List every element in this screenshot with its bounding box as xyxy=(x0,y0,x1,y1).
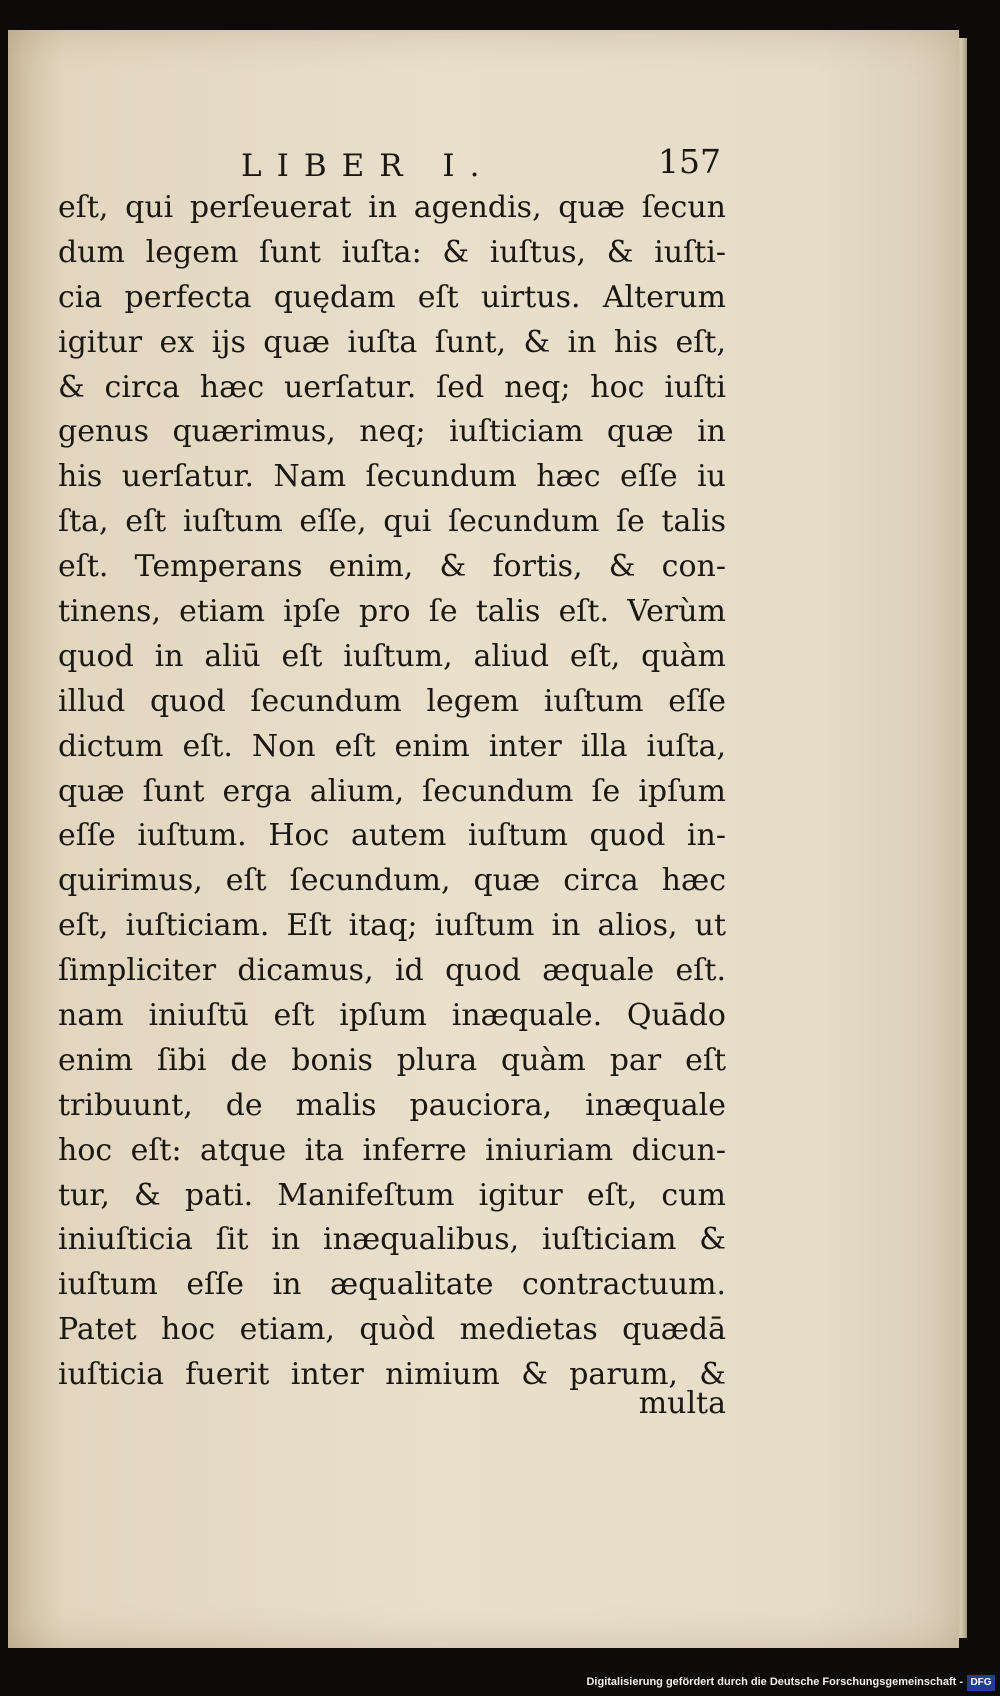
text-line: illud quod ſecundum legem iuſtum eſſe xyxy=(58,683,726,719)
running-title: LIBER I. xyxy=(241,148,495,184)
text-line: eſt. Temperans enim, & fortis, & con- xyxy=(58,549,726,585)
funding-credit: Digitalisierung gefördert durch die Deutsche Forschungsgemeinschaft - xyxy=(586,1676,963,1688)
text-line: enim ſibi de bonis plura quàm par eſt xyxy=(58,1042,726,1078)
text-line: genus quærimus, neq; iuſticiam quæ in xyxy=(58,414,726,450)
text-line: quirimus, eſt ſecundum, quæ circa hæc xyxy=(58,863,726,899)
text-line: tinens, etiam ipſe pro ſe talis eſt. Verùm xyxy=(58,594,726,630)
text-line: eſt, qui perſeuerat in agendis, quæ ſecun xyxy=(58,190,726,225)
catchword: multa xyxy=(638,1386,726,1421)
text-line: iniuſticia ſit in inæqualibus, iuſticiam & xyxy=(58,1222,726,1258)
text-line: his uerſatur. Nam ſecundum hæc eſſe iu xyxy=(58,459,726,495)
text-line: quæ ſunt erga alium, ſecundum ſe ipſum xyxy=(58,773,726,809)
footer-bar xyxy=(0,1672,1000,1696)
text-line: dum legem ſunt iuſta: & iuſtus, & iuſti- xyxy=(58,234,726,270)
text-line: eſt, iuſticiam. Eſt itaq; iuſtum in alios, ut xyxy=(58,908,726,944)
text-block xyxy=(58,186,726,1421)
text-line: ſta, eſt iuſtum eſſe, qui ſecundum ſe talis xyxy=(58,504,726,540)
text-line: dictum eſt. Non eſt enim inter illa iuſta, xyxy=(58,728,726,764)
text-line: & circa hæc uerſatur. ſed neq; hoc iuſti xyxy=(58,369,726,405)
text-line: nam iniuſtū eſt ipſum inæquale. Quādo xyxy=(58,998,726,1034)
running-head xyxy=(241,142,721,192)
text-line: cia perfecta quędam eſt uirtus. Alterum xyxy=(58,279,726,315)
text-line: tur, & pati. Manifeſtum igitur eſt, cum xyxy=(58,1177,726,1213)
text-line: iuſticia fuerit inter nimium & parum, & xyxy=(58,1357,726,1393)
text-line: tribuunt, de malis pauciora, inæquale xyxy=(58,1087,726,1123)
text-line: quod in aliū eſt iuſtum, aliud eſt, quàm xyxy=(58,638,726,674)
folio-number: 157 xyxy=(658,142,721,181)
text-line: eſſe iuſtum. Hoc autem iuſtum quod in- xyxy=(58,818,726,854)
dfg-logo[interactable]: DFG xyxy=(967,1675,995,1691)
text-line: hoc eſt: atque ita inferre iniuriam dicun- xyxy=(58,1132,726,1168)
text-line: igitur ex ijs quæ iuſta ſunt, & in his eſt, xyxy=(58,324,726,360)
text-line: ſimpliciter dicamus, id quod æquale eſt. xyxy=(58,953,726,989)
text-line: Patet hoc etiam, quòd medietas quædā xyxy=(58,1312,726,1348)
book-page xyxy=(8,30,959,1648)
text-line: iuſtum eſſe in æqualitate contractuum. xyxy=(58,1267,726,1303)
